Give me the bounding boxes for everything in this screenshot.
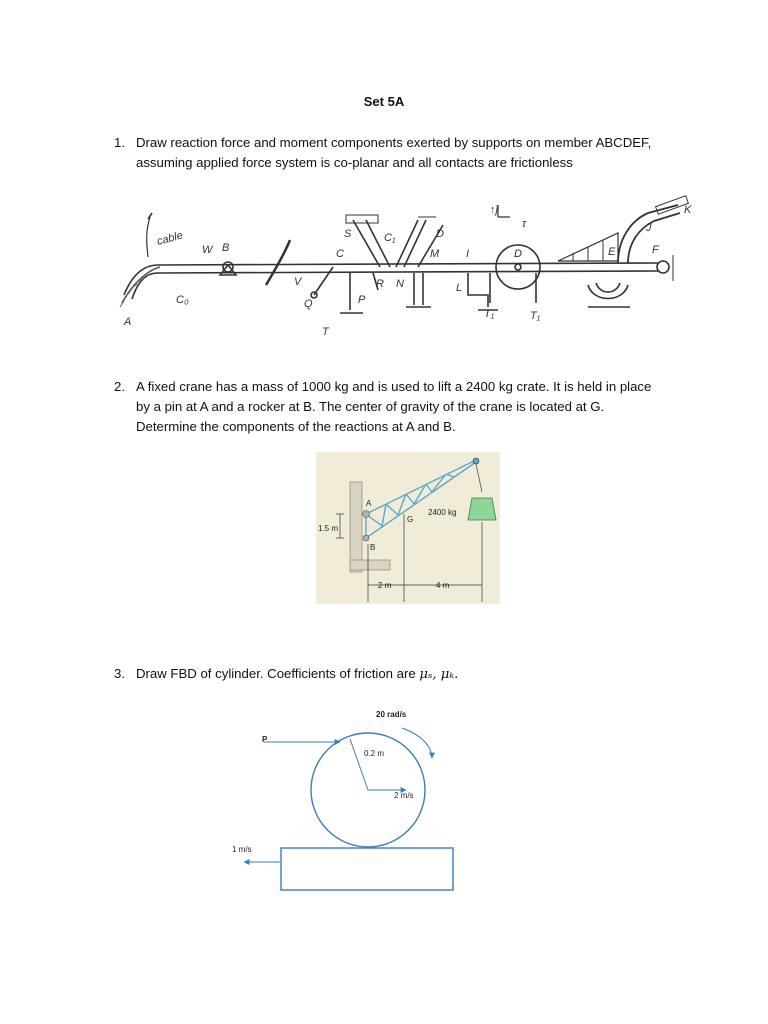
label-i: I [466, 248, 470, 260]
label-t1: T₁ [530, 310, 541, 322]
crane-figure [316, 452, 500, 604]
label-g: G [407, 515, 414, 524]
question-text [136, 664, 696, 685]
label-l: L [456, 282, 463, 294]
page-title: Set 5A [363, 94, 405, 109]
question-line: A fixed crane has a mass of 1000 kg and is used to lift a 2400 kg crate. It is held in place [136, 379, 652, 394]
label-j: J [646, 222, 652, 234]
question-text [136, 377, 696, 437]
crate [468, 498, 496, 520]
question-number: 1. [114, 135, 125, 150]
label-s: S [344, 228, 352, 240]
question-text [136, 133, 696, 173]
label-p: P [358, 294, 366, 306]
question-line: Draw FBD of cylinder. Coefficients of friction are [136, 666, 420, 681]
label-t1: T₁ [484, 308, 495, 320]
question-line: assuming applied force system is co-planar and all contacts are frictionless [136, 155, 573, 170]
label-mass: 2400 kg [428, 508, 457, 517]
label-f: F [652, 244, 659, 256]
label-radius: 0.2 m [364, 749, 385, 758]
label-dimension-2m: 2 m [378, 581, 392, 590]
label-p: P [262, 735, 268, 744]
label-w: W [202, 244, 213, 256]
wall [350, 482, 362, 572]
question-line: Draw reaction force and moment components exerted by supports on member ABCDEF, [136, 135, 652, 150]
label-e: E [608, 246, 616, 258]
label-height: 1.5 m [318, 524, 339, 533]
label-d-top: D [436, 228, 444, 240]
label-cable: cable [155, 229, 185, 248]
block [281, 848, 453, 890]
question-number: 3. [114, 666, 125, 681]
question-number: 2. [114, 379, 125, 394]
floor [350, 560, 390, 570]
label-m: M [430, 248, 440, 260]
label-ij: ↑ĵ [490, 204, 498, 216]
label-dimension-4m: 4 m [436, 581, 450, 590]
label-a: A [366, 499, 372, 508]
label-v: V [294, 276, 302, 288]
label-c: C [336, 248, 344, 260]
label-angular-velocity: 20 rad/s [376, 710, 407, 719]
label-block-velocity: 1 m/s [232, 845, 252, 854]
question-line: by a pin at A and a rocker at B. The center of gravity of the crane is located at G. [136, 399, 605, 414]
label-co: C₀ [176, 294, 189, 306]
label-n: N [396, 278, 404, 290]
label-t: T [322, 326, 329, 338]
friction-coefficients: μₛ, μₖ. [419, 667, 459, 682]
label-b: B [222, 242, 230, 254]
cylinder-figure [200, 700, 584, 928]
label-a: A [124, 316, 132, 328]
label-c1: C₁ [384, 232, 396, 244]
label-tau: τ [522, 218, 527, 230]
label-r: R [376, 278, 384, 290]
label-k: K [684, 204, 692, 216]
label-q: Q [304, 298, 313, 310]
label-center-velocity: 2 m/s [394, 791, 414, 800]
label-b: B [370, 543, 376, 552]
figure-panel [316, 452, 500, 604]
member-abcdef-figure [118, 195, 710, 345]
label-d: D [514, 248, 522, 260]
question-line: Determine the components of the reactions at A and B. [136, 419, 456, 434]
